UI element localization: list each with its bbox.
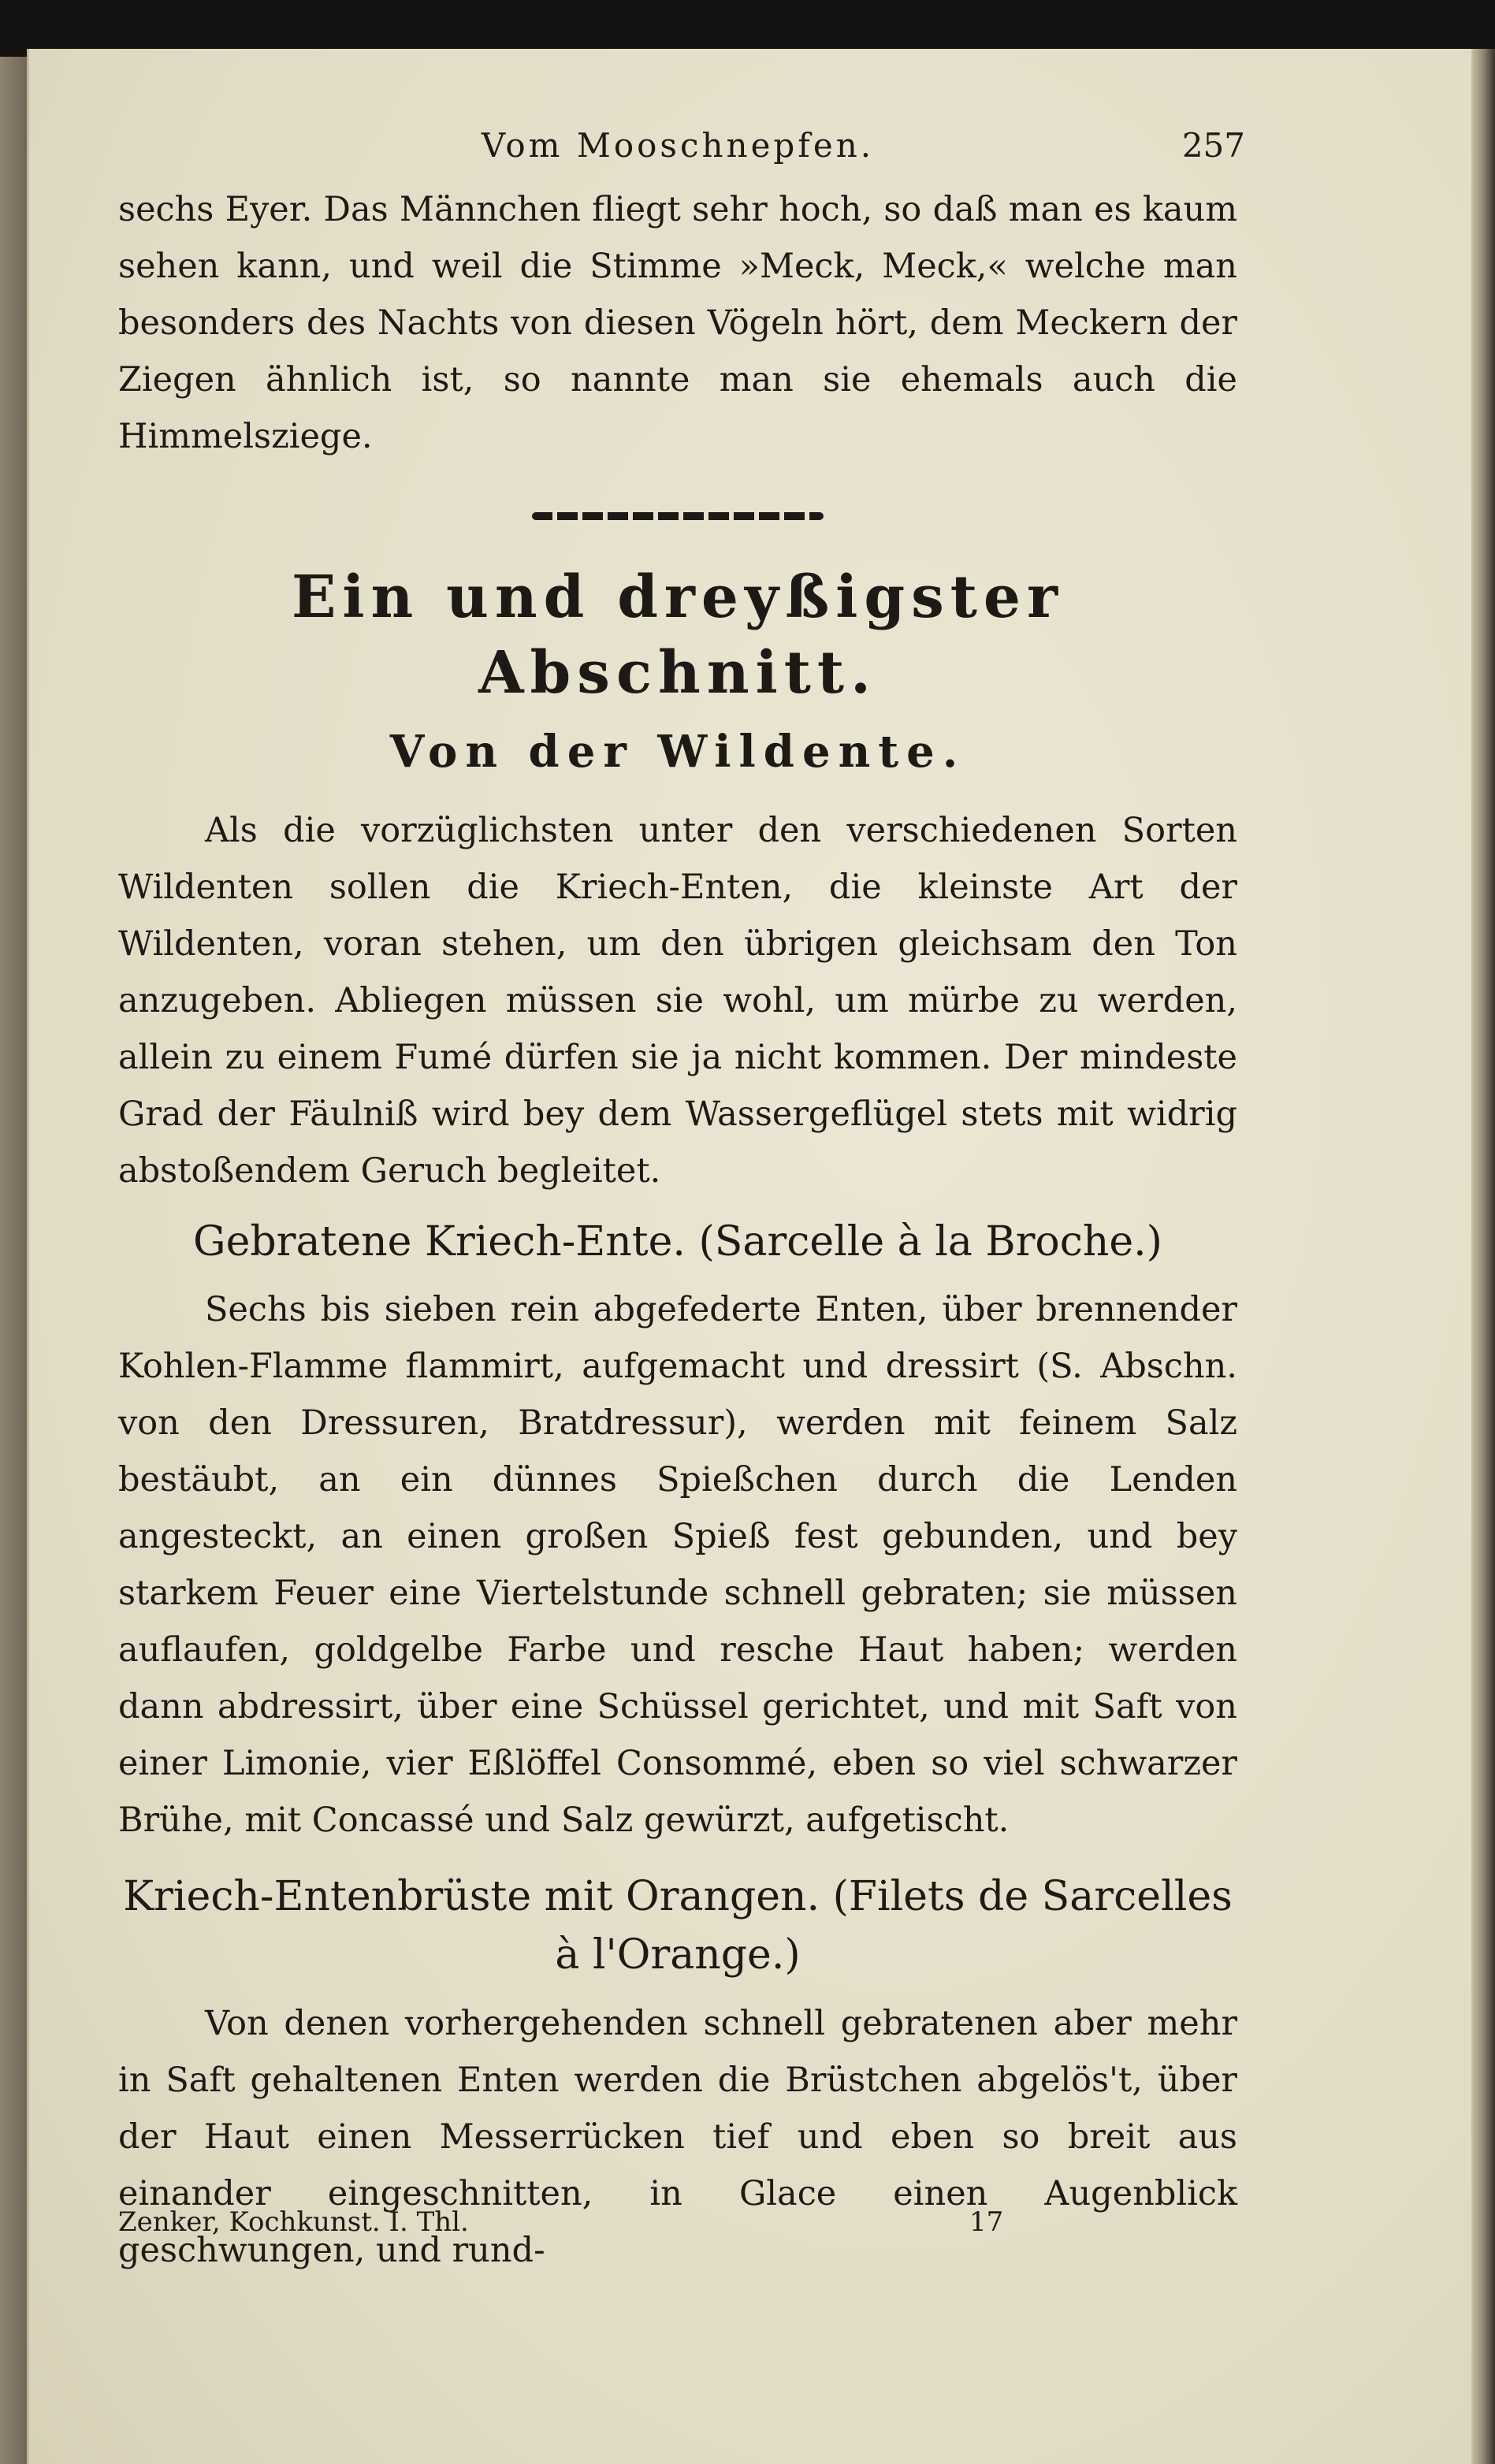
- page-number: 257: [1181, 126, 1245, 165]
- chapter-title: Ein und dreyßigster Abschnitt.: [292, 563, 1064, 707]
- recipe-text-duck-breasts: Von denen vorhergehenden schnell gebratenen aber mehr in Saft gehaltenen Enten werden die Brüstchen abgelös't, über der Haut einen Messerrücken tief und eben so breit aus einander eingeschnitten, in Glace einen Augenblick geschwungen, und rund-: [118, 2004, 1237, 2270]
- page-footer: [118, 2206, 1237, 2254]
- recipe-title-roast-duck: Gebratene Kriech-Ente. (Sarcelle à la Broche.): [193, 1218, 1162, 1265]
- chapter-subtitle: Von der Wildente.: [389, 726, 966, 778]
- signature-mark: 17: [969, 2206, 1004, 2238]
- running-head: [118, 126, 1245, 181]
- section-divider: [532, 512, 824, 520]
- recipe-title-duck-breasts: Kriech-Entenbrüste mit Orangen. (Filets de Sarcelles à l'Orange.): [123, 1873, 1233, 1979]
- recipe-text-roast-duck: Sechs bis sieben rein abgefederte Enten, über brennender Kohlen-Flamme flammirt, aufgemacht und dressirt (S. Abschn. von den Dressuren, Bratdressur), werden mit feinem Salz bestäubt, an ein dünnes Spießchen durch die Lenden angesteckt, an einen großen Spieß fest gebunden, und bey starkem Feuer eine Viertelstunde schnell gebraten; sie müssen auflaufen, goldgelbe Farbe und resche Haut haben; werden dann abdressirt, über eine Schüssel gerichtet, und mit Saft von einer Limonie, vier Eßlöffel Consommé, eben so viel schwarzer Brühe, mit Concassé und Salz gewürzt, aufgetischt.: [118, 1290, 1237, 1840]
- page-edge-shadow: [1471, 49, 1495, 2464]
- page-content: [118, 126, 1245, 2279]
- intro-paragraph: sechs Eyer. Das Männchen fliegt sehr hoch, so daß man es kaum sehen kann, und weil die Stimme »Meck, Meck,« welche man besonders des Nachts von diesen Vögeln hört, dem Meckern der Ziegen ähnlich ist, so nannte man sie ehemals auch die Himmelsziege.: [118, 190, 1237, 456]
- chapter-paragraph: Als die vorzüglichsten unter den verschiedenen Sorten Wildenten sollen die Kriech-Enten, die kleinste Art der Wildenten, voran stehen, um den übrigen gleichsam den Ton anzugeben. Abliegen müssen sie wohl, um mürbe zu werden, allein zu einem Fumé dürfen sie ja nicht kommen. Der mindeste Grad der Fäulniß wird bey dem Wassergeflügel stets mit widrig abstoßendem Geruch begleitet.: [118, 811, 1237, 1191]
- signature-line: Zenker, Kochkunst. I. Thl.: [118, 2206, 469, 2238]
- running-head-title: Vom Mooschnepfen.: [481, 126, 875, 165]
